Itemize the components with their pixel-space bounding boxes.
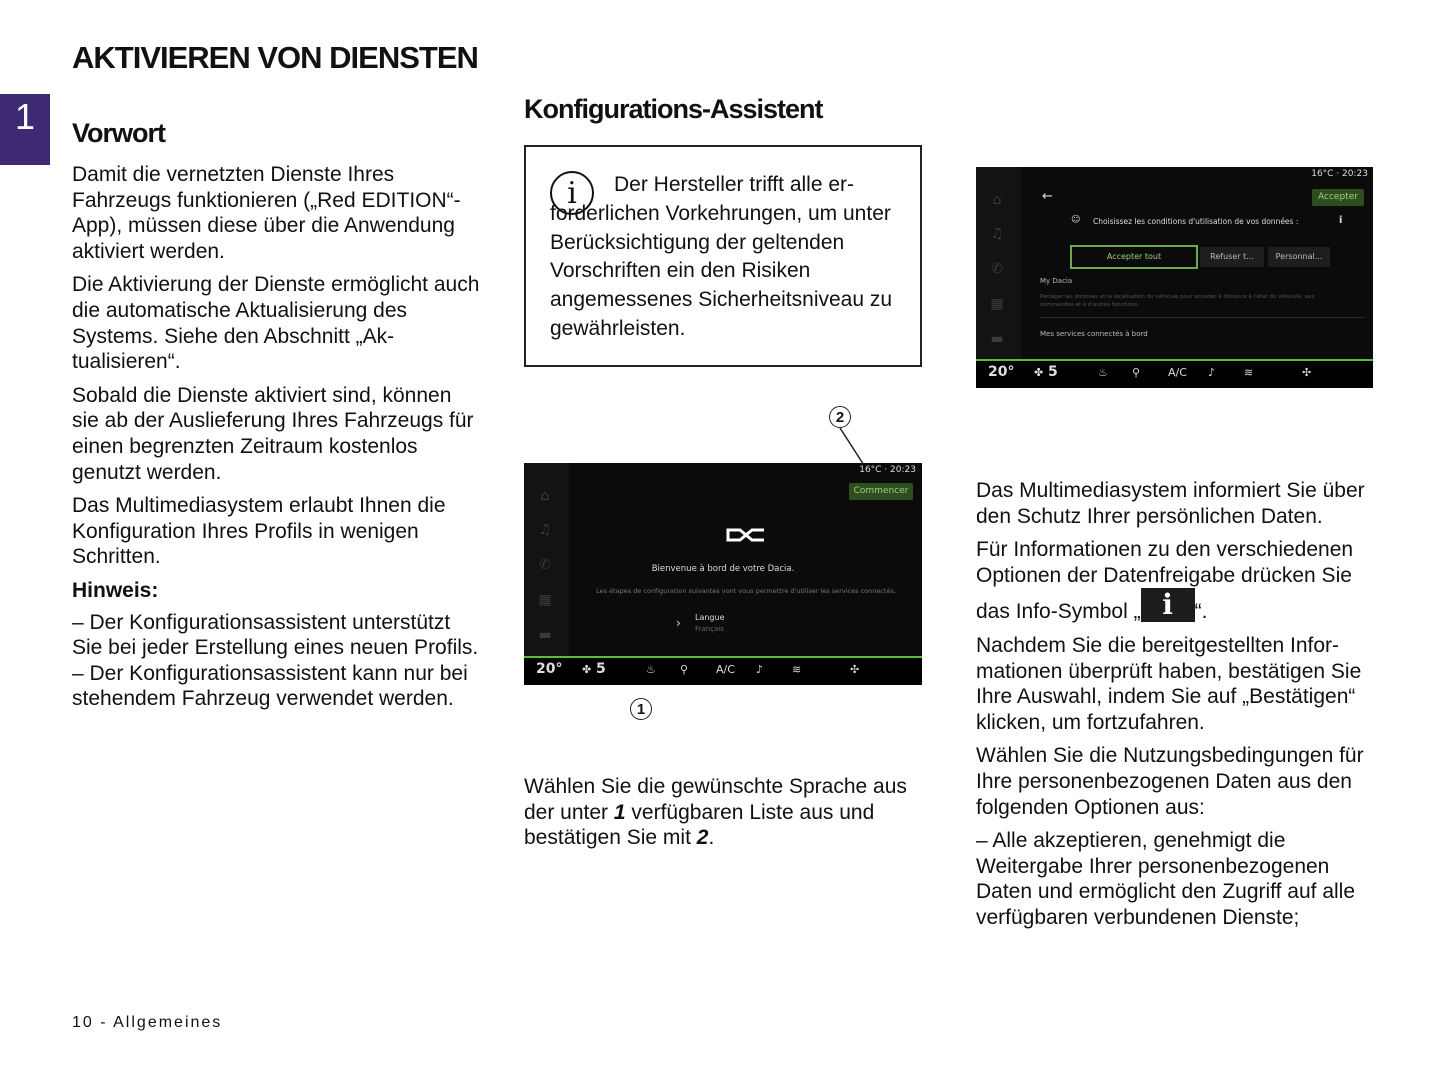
- fan-icon[interactable]: ✤: [1034, 366, 1044, 379]
- climate-bar: [524, 656, 922, 685]
- seat-vent-icon[interactable]: ♪: [1208, 366, 1216, 379]
- back-arrow-icon[interactable]: ←: [1042, 189, 1053, 204]
- right-column: [976, 478, 1386, 939]
- music-icon[interactable]: ♫: [990, 226, 1004, 242]
- apps-icon[interactable]: ▦: [990, 296, 1004, 312]
- climate-bar: [976, 359, 1373, 388]
- welcome-subtitle: Les étapes de configuration suivantes vont vous permettre d'utiliser les services connectés.: [596, 587, 896, 595]
- paragraph-text: Für Informationen zu den verschiedenen Optionen der Datenfreigabe drücken Sie das Info-Symbol „: [976, 538, 1354, 624]
- notice-box: [524, 145, 922, 367]
- caption-text: Wählen Sie die gewünschte Sprache aus der unter: [524, 775, 907, 824]
- paragraph: Das Multimediasystem erlaubt Ihnen die Konfiguration Ihres Profils in wenigen Schritten.: [72, 494, 446, 569]
- notice-text: Der Hersteller trifft alle erforderlichen Vorkehrungen, um unter Berücksichtigung der geltenden Vorschriften ein den Risiken angemessenes Sicherheitsniveau zu gewährleisten.: [550, 173, 893, 340]
- fan-level[interactable]: 5: [1048, 364, 1058, 380]
- screen1-caption: [524, 774, 920, 851]
- temperature-readout[interactable]: 20°: [536, 661, 563, 677]
- caption-ref-1: 1: [613, 800, 626, 824]
- status-bar: 16°C · 20:23: [859, 465, 916, 475]
- language-value: Français: [695, 625, 724, 633]
- callout-1: 1: [630, 698, 652, 720]
- defrost-icon[interactable]: ≋: [1244, 366, 1254, 379]
- chevron-right-icon[interactable]: ›: [676, 616, 681, 630]
- phone-icon[interactable]: ✆: [991, 261, 1003, 277]
- phone-icon[interactable]: ✆: [539, 557, 551, 573]
- paragraph-text: “.: [1194, 600, 1208, 624]
- caption-text: verfügbaren Liste aus und bestätigen Sie mit: [524, 800, 875, 850]
- seat-heat-icon[interactable]: ♨: [646, 663, 656, 676]
- bullet-item: – Der Konfigurationsassistent kann nur bei stehendem Fahrzeug verwendet werden.: [72, 661, 468, 711]
- home-icon[interactable]: ⌂: [540, 488, 550, 504]
- car-icon[interactable]: ▬: [538, 627, 552, 643]
- paragraph: Die Aktivierung der Dienste ermöglicht auch die automatische Aktualisierung des Systems. Siehe den Abschnitt „Aktualisieren“.: [72, 273, 480, 374]
- home-icon[interactable]: ⌂: [992, 192, 1002, 208]
- seat-vent-icon[interactable]: ♪: [756, 663, 764, 676]
- bullet-item: – Der Konfigurationsassistent unterstützt Sie bei jeder Erstellung eines neuen Profils.: [72, 610, 479, 660]
- fan-auto-icon[interactable]: ✣: [1302, 366, 1312, 379]
- accept-all-button[interactable]: Accepter tout: [1070, 245, 1198, 269]
- paragraph: Sobald die Dienste aktiviert sind, können sie ab der Auslieferung Ihres Fahrzeugs für einen begrenzten Zeitraum kostenlos genutzt werden.: [72, 383, 474, 484]
- callout-2: 2: [829, 406, 851, 428]
- bullet-item: – Alle akzeptieren, genehmigt die Weitergabe Ihrer personenbezogenen Daten und ermöglicht den Zugriff auf alle verfügbaren verbundenen Dienste;: [976, 829, 1356, 929]
- caption-text: .: [708, 826, 715, 850]
- note-label: Hinweis:: [72, 578, 159, 602]
- chapter-tab: 1: [0, 94, 50, 165]
- section-my-dacia: My Dacia: [1040, 277, 1073, 285]
- seat-heat-icon[interactable]: ♨: [1098, 366, 1108, 379]
- screen-privacy: [976, 167, 1373, 388]
- paragraph: Nachdem Sie die bereitgestellten Informationen überprüft haben, bestätigen Sie Ihre Auswahl, indem Sie auf „Bestätigen“ klicken, um fortzufahren.: [976, 633, 1362, 734]
- fan-auto-icon[interactable]: ✣: [850, 663, 860, 676]
- screen-welcome: [524, 463, 922, 685]
- screen-sidebar: [976, 167, 1021, 359]
- welcome-text: Bienvenue à bord de votre Dacia.: [651, 564, 795, 574]
- personalize-button[interactable]: Personnal...: [1268, 247, 1330, 267]
- status-bar: 16°C · 20:23: [1311, 169, 1368, 179]
- ac-button[interactable]: A/C: [1168, 366, 1187, 379]
- seat-icon[interactable]: ⚲: [1132, 366, 1141, 379]
- section-heading-vorwort: Vorwort: [72, 118, 165, 148]
- temperature-readout[interactable]: 20°: [988, 364, 1015, 380]
- caption-ref-2: 2: [696, 826, 709, 850]
- screen-sidebar: [524, 463, 569, 656]
- refuse-all-button[interactable]: Refuser t...: [1200, 247, 1264, 267]
- data-sharing-detail: Partager les données et la localisation du véhicule pour accéder à distance à l'état du véhicule, aux commandes et à d'autres fonctions.: [1040, 294, 1315, 308]
- apps-icon[interactable]: ▦: [538, 592, 552, 608]
- info-icon[interactable]: i: [1339, 215, 1343, 226]
- divider: [1040, 317, 1365, 318]
- paragraph-info-symbol: [976, 537, 1386, 625]
- paragraph: Damit die vernetzten Dienste Ihres Fahrzeugs funktionieren („Red EDITION“-App), müssen diese über die Anwendung aktiviert werden.: [72, 163, 461, 263]
- seat-icon[interactable]: ⚲: [680, 663, 689, 676]
- commencer-button[interactable]: Commencer: [849, 483, 913, 500]
- dacia-logo: [726, 527, 766, 541]
- ac-button[interactable]: A/C: [716, 663, 735, 676]
- privacy-prompt: Choisissez les conditions d'utilisation de vos données :: [1093, 217, 1299, 226]
- connected-services-item[interactable]: Mes services connectés à bord: [1040, 330, 1148, 338]
- paragraph: Wählen Sie die Nutzungsbedingungen für Ihre personenbezogenen Daten aus den folgenden Optionen aus:: [976, 744, 1364, 819]
- fan-level[interactable]: 5: [596, 661, 606, 677]
- shield-icon: ☺: [1071, 215, 1081, 225]
- left-column: [72, 162, 482, 720]
- info-icon: i: [550, 171, 594, 215]
- page-title: AKTIVIEREN VON DIENSTEN: [72, 40, 478, 75]
- page-footer: 10 - Allgemeines: [72, 1014, 223, 1031]
- fan-icon[interactable]: ✤: [582, 663, 592, 676]
- paragraph: Das Multimediasystem informiert Sie über den Schutz Ihrer persönlichen Daten.: [976, 479, 1365, 528]
- music-icon[interactable]: ♫: [538, 522, 552, 538]
- info-symbol-icon: i: [1141, 588, 1195, 622]
- section-heading-assistant: Konfigurations-Assistent: [524, 94, 823, 124]
- defrost-icon[interactable]: ≋: [792, 663, 802, 676]
- car-icon[interactable]: ▬: [990, 331, 1004, 347]
- language-label[interactable]: Langue: [695, 613, 725, 622]
- accepter-button[interactable]: Accepter: [1312, 189, 1364, 206]
